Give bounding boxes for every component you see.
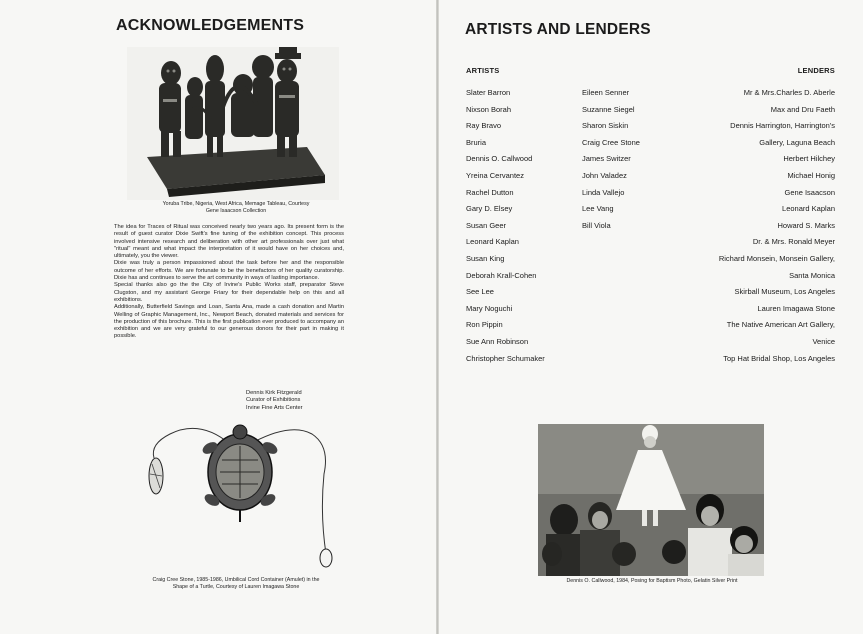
artist-name: See Lee: [466, 287, 494, 297]
paragraph: Special thanks also go the the City of Irvine's Public Works staff, preparator Steve Clugston, and my assistant George Friary for their dependable help on this and all exhibitions.: [114, 282, 344, 303]
artist-name: Sharon Siskin: [582, 121, 629, 131]
lender-entry: Gallery, Laguna Beach: [759, 137, 835, 147]
baptism-photo: [538, 424, 764, 576]
artist-name: Deborah Krall-Cohen: [466, 270, 537, 280]
artist-name: Lee Vang: [582, 204, 614, 214]
artist-name: Dennis O. Callwood: [466, 154, 533, 164]
artists-list-column-2: [582, 85, 640, 234]
lender-entry: Lauren Imagawa Stone: [757, 303, 835, 313]
lenders-heading: LENDERS: [797, 66, 835, 75]
acknowledgements-title: ACKNOWLEDGEMENTS: [116, 17, 305, 34]
artist-name: Bill Viola: [582, 220, 611, 230]
lender-entry: Santa Monica: [789, 270, 835, 280]
lender-entry: The Native American Art Gallery,: [726, 320, 835, 330]
artist-name: Yreina Cervantez: [466, 170, 524, 180]
turtle-caption-line1: Craig Cree Stone, 1985-1986, Umbilical Cord Container (Amulet) in the: [152, 577, 320, 583]
artist-name: Sue Ann Robinson: [466, 336, 529, 346]
artist-name: Ray Bravo: [466, 121, 502, 131]
signature-name: Dennis Kirk Fitzgerald: [246, 390, 302, 396]
sculpture-caption-line2: Gene Isaacson Collection: [205, 207, 267, 214]
signature-org: Irvine Fine Arts Center: [246, 404, 303, 411]
artist-name: Susan Geer: [466, 220, 507, 230]
turtle-caption-line2: Shape of a Turtle, Courtesy of Lauren Imagawa Stone: [172, 583, 300, 590]
lender-entry: Top Hat Bridal Shop, Los Angeles: [723, 353, 835, 363]
acknowledgements-body: [114, 224, 344, 341]
artist-name: Ron Pippin: [466, 320, 503, 330]
sculpture-caption: [136, 201, 336, 214]
baptism-photo-caption: Dennis O. Callwood, 1984, Posing for Baptism Photo, Gelatin Silver Print: [566, 578, 738, 584]
artist-name: James Switzer: [582, 154, 631, 164]
paragraph: The idea for Traces of Ritual was conceived nearly two years ago. Its present form is the result of guest curator Dixie Swift's fine tuning of the exhibition concept. This process involved intensive research and deliberation with other art professionals over just what "ritual" meant and what impact the interpretation of it would have on her choices and, ultimately, you the viewer.: [114, 224, 344, 260]
yoruba-sculpture-photo: [127, 47, 339, 200]
artist-name: Slater Barron: [466, 88, 511, 97]
lender-entry: Richard Monsein, Monsein Gallery,: [718, 253, 835, 263]
signature-role: Curator of Exhibitions: [246, 397, 301, 404]
artist-name: Nixson Borah: [466, 104, 512, 114]
lender-entry: Skirball Museum, Los Angeles: [734, 287, 835, 297]
paragraph: Additionally, Butterfield Savings and Loan, Santa Ana, made a cash donation and Martin Welling of Graphic Management, Inc., Newport Beach, donated materials and services for the production of this brochure. This is the first publication ever produced to accompany an exhibition and we are very grateful to our generous donors for their part in making it possible.: [114, 304, 344, 340]
artist-name: Craig Cree Stone: [582, 137, 640, 147]
artist-name: Suzanne Siegel: [582, 104, 635, 114]
sculpture-caption-line1: Yoruba Tribe, Nigeria, West Africa, Memage Tableau, Courtesy: [162, 201, 310, 207]
lender-entry: Herbert Hilchey: [783, 154, 835, 164]
signature-block: [246, 390, 303, 412]
artists-list-column-1: [466, 85, 545, 367]
lender-entry: Howard S. Marks: [777, 220, 835, 230]
artist-name: Bruria: [466, 137, 487, 147]
turtle-caption: [126, 577, 346, 590]
paragraph: Dixie was truly a person impassioned about the task before her and the responsible outcome of her efforts. We are fortunate to be the benefactors of her quality curatorship. Dixie has and continues to serve the art community in ways of lasting importance.: [114, 260, 344, 282]
lenders-list: [719, 85, 835, 367]
lender-entry: Leonard Kaplan: [782, 204, 835, 214]
lender-entry: Max and Dru Faeth: [770, 104, 835, 114]
lender-entry: Mr & Mrs.Charles D. Aberle: [743, 88, 835, 97]
lender-entry: Gene Isaacson: [784, 187, 835, 197]
artist-name: Gary D. Elsey: [466, 204, 513, 214]
lender-entry: Venice: [812, 336, 835, 346]
right-page: [439, 0, 863, 634]
artist-name: Mary Noguchi: [466, 303, 513, 313]
artist-name: Christopher Schumaker: [466, 353, 545, 363]
artist-name: Eileen Senner: [582, 88, 630, 97]
artist-name: Susan King: [466, 253, 505, 263]
turtle-amulet-drawing: [140, 414, 340, 574]
lender-entry: Michael Honig: [787, 170, 835, 180]
artists-heading: ARTISTS: [466, 66, 500, 75]
artists-and-lenders-title: ARTISTS AND LENDERS: [465, 21, 651, 38]
lender-entry: Dr. & Mrs. Ronald Meyer: [752, 237, 835, 247]
artist-name: Leonard Kaplan: [466, 237, 519, 247]
artist-name: Linda Vallejo: [582, 187, 625, 197]
artist-name: John Valadez: [582, 170, 627, 180]
artist-name: Rachel Dutton: [466, 187, 514, 197]
lender-entry: Dennis Harrington, Harrington's: [730, 121, 835, 131]
